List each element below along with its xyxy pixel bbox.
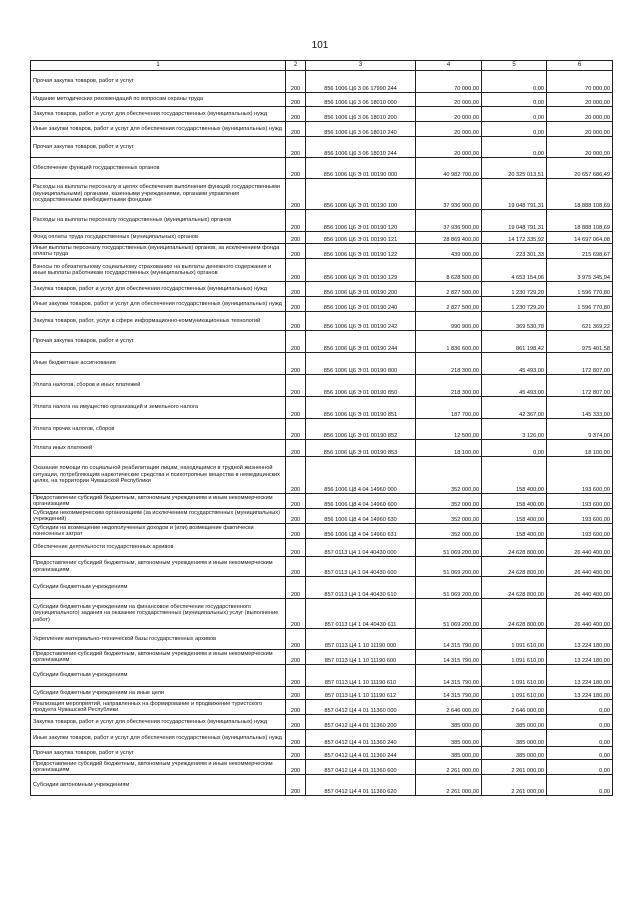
row-value-col4: 12 500,00 xyxy=(416,419,482,440)
row-code-cell: 857 0412 Ц4 4 01 11360 200 xyxy=(306,715,416,730)
row-value-col4: 28 869 400,00 xyxy=(416,232,482,244)
table-row xyxy=(31,509,613,524)
row-name-cell: Прочая закупка товаров, работ и услуг xyxy=(31,137,286,158)
row-col2-cell: 200 xyxy=(286,353,306,375)
row-col2-cell: 200 xyxy=(286,775,306,796)
row-value-col5: 1 091 610,00 xyxy=(482,650,547,665)
row-value-col4: 2 261 000,00 xyxy=(416,760,482,775)
row-value-col4: 1 836 600,00 xyxy=(416,331,482,353)
row-col2-cell: 200 xyxy=(286,282,306,297)
row-value-col5: 158 400,00 xyxy=(482,509,547,524)
row-value-col4: 439 000,00 xyxy=(416,244,482,259)
column-header: 3 xyxy=(306,61,416,71)
row-value-col6: 18 888 108,69 xyxy=(547,210,613,232)
row-code-cell: 856 1006 Ц6 3 06 18010 244 xyxy=(306,137,416,158)
row-col2-cell: 200 xyxy=(286,440,306,457)
row-col2-cell: 200 xyxy=(286,700,306,715)
row-value-col6: 0,00 xyxy=(547,700,613,715)
row-value-col6: 26 440 400,00 xyxy=(547,599,613,629)
row-value-col4: 14 315 790,00 xyxy=(416,629,482,650)
row-name-cell: Иные бюджетные ассигнования xyxy=(31,353,286,375)
row-code-cell: 856 1006 Ц6 Э 01 00190 120 xyxy=(306,210,416,232)
row-value-col6: 18 100,00 xyxy=(547,440,613,457)
row-code-cell: 857 0412 Ц4 4 01 11360 600 xyxy=(306,760,416,775)
table-row xyxy=(31,375,613,397)
row-value-col4: 14 315 790,00 xyxy=(416,687,482,700)
row-value-col5: 385 000,00 xyxy=(482,715,547,730)
row-name-cell: Обеспечение функций государственных органов xyxy=(31,158,286,179)
row-col2-cell: 200 xyxy=(286,232,306,244)
row-name-cell: Закупка товаров, работ и услуг для обеспечения государственных (муниципальных) нужд xyxy=(31,107,286,122)
row-value-col6: 145 333,00 xyxy=(547,397,613,419)
row-value-col6: 0,00 xyxy=(547,715,613,730)
row-value-col6: 13 224 180,00 xyxy=(547,650,613,665)
row-value-col5: 45 493,00 xyxy=(482,375,547,397)
row-value-col6: 0,00 xyxy=(547,775,613,796)
row-value-col5: 0,00 xyxy=(482,137,547,158)
row-col2-cell: 200 xyxy=(286,557,306,577)
row-value-col5: 1 091 610,00 xyxy=(482,629,547,650)
row-value-col4: 2 827 500,00 xyxy=(416,282,482,297)
row-value-col4: 14 315 790,00 xyxy=(416,665,482,687)
row-value-col5: 385 000,00 xyxy=(482,747,547,760)
budget-table xyxy=(30,60,613,796)
row-value-col5: 3 126,00 xyxy=(482,419,547,440)
table-row xyxy=(31,440,613,457)
row-value-col6: 9 374,00 xyxy=(547,419,613,440)
row-code-cell: 856 1006 Ц6 Э 01 00190 850 xyxy=(306,375,416,397)
row-value-col5: 1 230 729,20 xyxy=(482,282,547,297)
table-row xyxy=(31,687,613,700)
row-col2-cell: 200 xyxy=(286,312,306,331)
table-row xyxy=(31,282,613,297)
row-value-col6: 26 440 400,00 xyxy=(547,577,613,599)
row-col2-cell: 200 xyxy=(286,259,306,282)
row-name-cell: Уплата налога на имущество организаций и земельного налога xyxy=(31,397,286,419)
row-value-col6: 0,00 xyxy=(547,760,613,775)
row-value-col5: 158 400,00 xyxy=(482,494,547,509)
row-col2-cell: 200 xyxy=(286,244,306,259)
table-row xyxy=(31,557,613,577)
row-code-cell: 856 1006 Ц8 4 04 14960 000 xyxy=(306,457,416,494)
table-row xyxy=(31,259,613,282)
row-name-cell: Субсидии автономным учреждениям xyxy=(31,775,286,796)
row-col2-cell: 200 xyxy=(286,210,306,232)
row-value-col6: 193 600,00 xyxy=(547,494,613,509)
row-value-col5: 1 230 729,20 xyxy=(482,297,547,312)
table-row xyxy=(31,629,613,650)
table-row xyxy=(31,312,613,331)
row-name-cell: Расходы на выплаты персоналу государственных (муниципальных) органов xyxy=(31,210,286,232)
row-col2-cell: 200 xyxy=(286,509,306,524)
row-name-cell: Расходы на выплаты персоналу в целях обеспечения выполнения функций государственными (муниципальными) органами, казенными учреждениями, органами управления государственными внебюджетными фондами xyxy=(31,179,286,210)
row-value-col5: 19 048 791,31 xyxy=(482,179,547,210)
row-value-col5: 14 172 335,92 xyxy=(482,232,547,244)
row-col2-cell: 200 xyxy=(286,107,306,122)
row-code-cell: 856 1006 Ц8 4 04 14960 631 xyxy=(306,524,416,539)
row-value-col6: 0,00 xyxy=(547,747,613,760)
row-value-col5: 1 091 610,00 xyxy=(482,687,547,700)
row-col2-cell: 200 xyxy=(286,122,306,137)
row-name-cell: Предоставление субсидий бюджетным, автономным учреждениям и иным некоммерческим организациям xyxy=(31,557,286,577)
row-col2-cell: 200 xyxy=(286,730,306,747)
row-value-col4: 218 300,00 xyxy=(416,375,482,397)
row-code-cell: 856 1006 Ц6 Э 01 00190 851 xyxy=(306,397,416,419)
row-col2-cell: 200 xyxy=(286,375,306,397)
row-value-col6: 0,00 xyxy=(547,730,613,747)
page-number: 101 xyxy=(311,40,329,51)
table-row xyxy=(31,599,613,629)
row-value-col6: 13 224 180,00 xyxy=(547,665,613,687)
row-value-col5: 0,00 xyxy=(482,122,547,137)
row-value-col4: 187 700,00 xyxy=(416,397,482,419)
table-row xyxy=(31,107,613,122)
row-name-cell: Предоставление субсидий бюджетным, автономным учреждениям и иным некоммерческим организациям xyxy=(31,494,286,509)
row-code-cell: 857 0412 Ц4 4 01 11360 240 xyxy=(306,730,416,747)
row-code-cell: 857 0113 Ц4 1 10 11190 000 xyxy=(306,629,416,650)
row-code-cell: 857 0412 Ц4 4 01 11360 244 xyxy=(306,747,416,760)
row-name-cell: Реализация мероприятий, направленных на формирование и продвижение туристского продукта Чувашской Республики xyxy=(31,700,286,715)
row-name-cell: Закупка товаров, работ, услуг в сфере информационно-коммуникационных технологий xyxy=(31,312,286,331)
row-value-col6: 20 000,00 xyxy=(547,107,613,122)
row-code-cell: 856 1006 Ц6 Э 01 00190 121 xyxy=(306,232,416,244)
row-col2-cell: 200 xyxy=(286,747,306,760)
row-value-col4: 352 000,00 xyxy=(416,457,482,494)
row-name-cell: Прочая закупка товаров, работ и услуг xyxy=(31,747,286,760)
row-value-col4: 352 000,00 xyxy=(416,494,482,509)
row-code-cell: 857 0412 Ц4 4 01 11360 000 xyxy=(306,700,416,715)
row-name-cell: Издание методических рекомендаций по вопросам охраны труда xyxy=(31,93,286,107)
row-name-cell: Предоставление субсидий бюджетным, автономным учреждениям и иным некоммерческим организациям xyxy=(31,760,286,775)
table-row xyxy=(31,297,613,312)
row-value-col4: 20 000,00 xyxy=(416,137,482,158)
row-code-cell: 857 0113 Ц4 1 04 40430 611 xyxy=(306,599,416,629)
row-value-col6: 215 698,67 xyxy=(547,244,613,259)
table-row xyxy=(31,494,613,509)
row-value-col4: 51 069 200,00 xyxy=(416,539,482,557)
row-value-col6: 193 600,00 xyxy=(547,457,613,494)
row-value-col6: 26 440 400,00 xyxy=(547,539,613,557)
row-name-cell: Оказание помощи по социальной реабилитации лицам, находящимся в трудной жизненной ситуации, потребляющим наркотические средства и психотропные вещества в немедицинских целях, на территории Чувашской Республики xyxy=(31,457,286,494)
table-body xyxy=(31,71,613,796)
row-value-col5: 0,00 xyxy=(482,71,547,93)
row-value-col6: 14 697 064,08 xyxy=(547,232,613,244)
row-value-col4: 2 827 500,00 xyxy=(416,297,482,312)
row-value-col6: 18 888 108,69 xyxy=(547,179,613,210)
table-row xyxy=(31,210,613,232)
row-value-col5: 385 000,00 xyxy=(482,730,547,747)
row-value-col4: 18 100,00 xyxy=(416,440,482,457)
row-code-cell: 856 1006 Ц6 Э 01 00190 244 xyxy=(306,331,416,353)
table-row xyxy=(31,158,613,179)
column-header: 1 xyxy=(31,61,286,71)
column-header: 5 xyxy=(482,61,547,71)
row-name-cell: Иные закупки товаров, работ и услуг для обеспечения государственных (муниципальных) нужд xyxy=(31,297,286,312)
row-value-col5: 0,00 xyxy=(482,93,547,107)
row-value-col5: 158 400,00 xyxy=(482,457,547,494)
row-value-col6: 20 000,00 xyxy=(547,93,613,107)
row-col2-cell: 200 xyxy=(286,524,306,539)
row-col2-cell: 200 xyxy=(286,93,306,107)
row-value-col5: 24 628 800,00 xyxy=(482,539,547,557)
table-row xyxy=(31,353,613,375)
row-value-col4: 352 000,00 xyxy=(416,524,482,539)
row-code-cell: 856 1006 Ц8 4 04 14960 630 xyxy=(306,509,416,524)
row-value-col6: 172 807,00 xyxy=(547,353,613,375)
row-value-col5: 45 493,00 xyxy=(482,353,547,375)
row-value-col5: 0,00 xyxy=(482,440,547,457)
table-row xyxy=(31,747,613,760)
table-row xyxy=(31,650,613,665)
row-col2-cell: 200 xyxy=(286,650,306,665)
row-col2-cell: 200 xyxy=(286,137,306,158)
row-value-col6: 172 807,00 xyxy=(547,375,613,397)
row-value-col4: 37 936 900,00 xyxy=(416,179,482,210)
row-code-cell: 856 1006 Ц6 Э 01 00190 852 xyxy=(306,419,416,440)
row-code-cell: 856 1006 Ц6 Э 01 00190 122 xyxy=(306,244,416,259)
row-value-col6: 13 224 180,00 xyxy=(547,687,613,700)
row-col2-cell: 200 xyxy=(286,629,306,650)
row-value-col5: 223 301,33 xyxy=(482,244,547,259)
table-row xyxy=(31,715,613,730)
row-value-col5: 4 653 154,06 xyxy=(482,259,547,282)
row-value-col6: 3 975 345,94 xyxy=(547,259,613,282)
row-value-col6: 20 000,00 xyxy=(547,137,613,158)
row-code-cell: 857 0113 Ц4 1 10 11190 610 xyxy=(306,665,416,687)
table-row xyxy=(31,775,613,796)
row-value-col4: 20 000,00 xyxy=(416,107,482,122)
row-name-cell: Субсидии бюджетным учреждениям на иные цели xyxy=(31,687,286,700)
row-value-col4: 990 900,00 xyxy=(416,312,482,331)
row-name-cell: Укрепление материально-технической базы государственных архивов xyxy=(31,629,286,650)
row-name-cell: Субсидии бюджетным учреждениям xyxy=(31,577,286,599)
row-value-col5: 2 261 000,00 xyxy=(482,760,547,775)
row-value-col4: 14 315 790,00 xyxy=(416,650,482,665)
row-value-col5: 1 091 610,00 xyxy=(482,665,547,687)
row-value-col6: 621 369,22 xyxy=(547,312,613,331)
row-value-col6: 20 000,00 xyxy=(547,122,613,137)
row-value-col6: 1 596 770,80 xyxy=(547,282,613,297)
table-row xyxy=(31,700,613,715)
row-name-cell: Уплата налогов, сборов и иных платежей xyxy=(31,375,286,397)
row-col2-cell: 200 xyxy=(286,331,306,353)
row-code-cell: 856 1006 Ц6 Э 01 00190 200 xyxy=(306,282,416,297)
table-row xyxy=(31,730,613,747)
row-value-col4: 385 000,00 xyxy=(416,747,482,760)
row-name-cell: Прочая закупка товаров, работ и услуг xyxy=(31,331,286,353)
row-code-cell: 856 1006 Ц6 3 06 18010 200 xyxy=(306,107,416,122)
table-row xyxy=(31,137,613,158)
row-code-cell: 857 0113 Ц4 1 04 40430 610 xyxy=(306,577,416,599)
row-name-cell: Субсидии на возмещение недополученных доходов и (или) возмещение фактически понесенных затрат xyxy=(31,524,286,539)
row-name-cell: Субсидии бюджетным учреждениям на финансовое обеспечение государственного (муниципального) задания на оказание государственных (муниципальных) услуг (выполнение работ) xyxy=(31,599,286,629)
row-value-col5: 24 628 800,00 xyxy=(482,557,547,577)
row-value-col4: 2 646 000,00 xyxy=(416,700,482,715)
row-value-col6: 26 440 400,00 xyxy=(547,557,613,577)
row-value-col4: 385 000,00 xyxy=(416,730,482,747)
row-value-col4: 8 628 500,00 xyxy=(416,259,482,282)
row-col2-cell: 200 xyxy=(286,397,306,419)
row-code-cell: 857 0113 Ц4 1 10 11190 612 xyxy=(306,687,416,700)
row-value-col4: 51 069 200,00 xyxy=(416,599,482,629)
row-value-col5: 369 530,78 xyxy=(482,312,547,331)
row-col2-cell: 200 xyxy=(286,179,306,210)
row-value-col4: 20 000,00 xyxy=(416,93,482,107)
row-value-col4: 385 000,00 xyxy=(416,715,482,730)
row-value-col5: 19 048 791,31 xyxy=(482,210,547,232)
column-header: 6 xyxy=(547,61,613,71)
row-value-col6: 70 000,00 xyxy=(547,71,613,93)
row-code-cell: 856 1006 Ц6 Э 01 00190 853 xyxy=(306,440,416,457)
row-value-col6: 193 600,00 xyxy=(547,509,613,524)
row-name-cell: Иные закупки товаров, работ и услуг для обеспечения государственных (муниципальных) нужд xyxy=(31,122,286,137)
row-name-cell: Фонд оплаты труда государственных (муниципальных) органов xyxy=(31,232,286,244)
row-value-col5: 861 198,42 xyxy=(482,331,547,353)
row-value-col4: 218 300,00 xyxy=(416,353,482,375)
row-name-cell: Иные выплаты персоналу государственных (муниципальных) органов, за исключением фонда оплаты труда xyxy=(31,244,286,259)
row-code-cell: 857 0113 Ц4 1 04 40430 000 xyxy=(306,539,416,557)
row-code-cell: 856 1006 Ц6 Э 01 00190 000 xyxy=(306,158,416,179)
row-col2-cell: 200 xyxy=(286,71,306,93)
row-value-col5: 42 367,00 xyxy=(482,397,547,419)
row-name-cell: Субсидии бюджетным учреждениям xyxy=(31,665,286,687)
row-col2-cell: 200 xyxy=(286,665,306,687)
row-name-cell: Уплата иных платежей xyxy=(31,440,286,457)
row-name-cell: Предоставление субсидий бюджетным, автономным учреждениям и иным некоммерческим организациям xyxy=(31,650,286,665)
row-name-cell: Иные закупки товаров, работ и услуг для обеспечения государственных (муниципальных) нужд xyxy=(31,730,286,747)
row-value-col4: 20 000,00 xyxy=(416,122,482,137)
column-header: 4 xyxy=(416,61,482,71)
table-row xyxy=(31,122,613,137)
row-value-col4: 352 000,00 xyxy=(416,509,482,524)
row-code-cell: 856 1006 Ц6 Э 01 00190 242 xyxy=(306,312,416,331)
row-value-col5: 158 400,00 xyxy=(482,524,547,539)
row-name-cell: Взносы по обязательному социальному страхованию на выплаты денежного содержания и иные выплаты работникам государственных (муниципальных) органов xyxy=(31,259,286,282)
row-value-col4: 40 982 700,00 xyxy=(416,158,482,179)
row-value-col6: 13 224 180,00 xyxy=(547,629,613,650)
row-code-cell: 856 1006 Ц6 3 06 18010 240 xyxy=(306,122,416,137)
row-col2-cell: 200 xyxy=(286,687,306,700)
row-value-col5: 2 261 000,00 xyxy=(482,775,547,796)
row-col2-cell: 200 xyxy=(286,715,306,730)
row-name-cell: Закупка товаров, работ и услуг для обеспечения государственных (муниципальных) нужд xyxy=(31,715,286,730)
table-row xyxy=(31,539,613,557)
table-row xyxy=(31,244,613,259)
row-code-cell: 856 1006 Ц6 3 06 18010 000 xyxy=(306,93,416,107)
row-value-col5: 24 628 800,00 xyxy=(482,577,547,599)
table-row xyxy=(31,760,613,775)
row-col2-cell: 200 xyxy=(286,297,306,312)
row-name-cell: Прочая закупка товаров, работ и услуг xyxy=(31,71,286,93)
row-value-col5: 24 628 800,00 xyxy=(482,599,547,629)
header-row xyxy=(31,61,613,71)
table-row xyxy=(31,665,613,687)
row-code-cell: 857 0412 Ц4 4 01 11360 620 xyxy=(306,775,416,796)
row-value-col5: 0,00 xyxy=(482,107,547,122)
row-value-col6: 20 657 686,49 xyxy=(547,158,613,179)
row-col2-cell: 200 xyxy=(286,599,306,629)
table-row xyxy=(31,457,613,494)
row-value-col4: 51 069 200,00 xyxy=(416,557,482,577)
table-row xyxy=(31,331,613,353)
row-name-cell: Уплата прочих налогов, сборов xyxy=(31,419,286,440)
row-code-cell: 856 1006 Ц6 3 06 17990 244 xyxy=(306,71,416,93)
table-row xyxy=(31,232,613,244)
row-value-col4: 2 261 000,00 xyxy=(416,775,482,796)
table-row xyxy=(31,577,613,599)
table-row xyxy=(31,397,613,419)
row-value-col6: 975 401,58 xyxy=(547,331,613,353)
row-col2-cell: 200 xyxy=(286,539,306,557)
row-code-cell: 856 1006 Ц8 4 04 14960 600 xyxy=(306,494,416,509)
row-col2-cell: 200 xyxy=(286,577,306,599)
row-name-cell: Закупка товаров, работ и услуг для обеспечения государственных (муниципальных) нужд xyxy=(31,282,286,297)
column-header: 2 xyxy=(286,61,306,71)
row-code-cell: 857 0113 Ц4 1 04 40430 600 xyxy=(306,557,416,577)
table-row xyxy=(31,179,613,210)
row-name-cell: Субсидии некоммерческим организациям (за исключением государственных (муниципальных) учреждений) xyxy=(31,509,286,524)
row-value-col5: 20 325 013,51 xyxy=(482,158,547,179)
row-value-col6: 193 600,00 xyxy=(547,524,613,539)
row-col2-cell: 200 xyxy=(286,760,306,775)
table-row xyxy=(31,419,613,440)
row-code-cell: 856 1006 Ц6 Э 01 00190 800 xyxy=(306,353,416,375)
row-value-col4: 37 936 900,00 xyxy=(416,210,482,232)
row-code-cell: 856 1006 Ц6 Э 01 00190 240 xyxy=(306,297,416,312)
row-value-col4: 51 069 200,00 xyxy=(416,577,482,599)
row-name-cell: Обеспечение деятельности государственных архивов xyxy=(31,539,286,557)
row-code-cell: 856 1006 Ц6 Э 01 00190 129 xyxy=(306,259,416,282)
row-code-cell: 857 0113 Ц4 1 10 11190 600 xyxy=(306,650,416,665)
row-col2-cell: 200 xyxy=(286,457,306,494)
row-col2-cell: 200 xyxy=(286,158,306,179)
row-col2-cell: 200 xyxy=(286,494,306,509)
row-value-col4: 70 000,00 xyxy=(416,71,482,93)
table-row xyxy=(31,93,613,107)
row-value-col6: 1 596 770,80 xyxy=(547,297,613,312)
row-code-cell: 856 1006 Ц6 Э 01 00190 100 xyxy=(306,179,416,210)
table-row xyxy=(31,524,613,539)
table-row xyxy=(31,71,613,93)
row-value-col5: 2 646 000,00 xyxy=(482,700,547,715)
row-col2-cell: 200 xyxy=(286,419,306,440)
